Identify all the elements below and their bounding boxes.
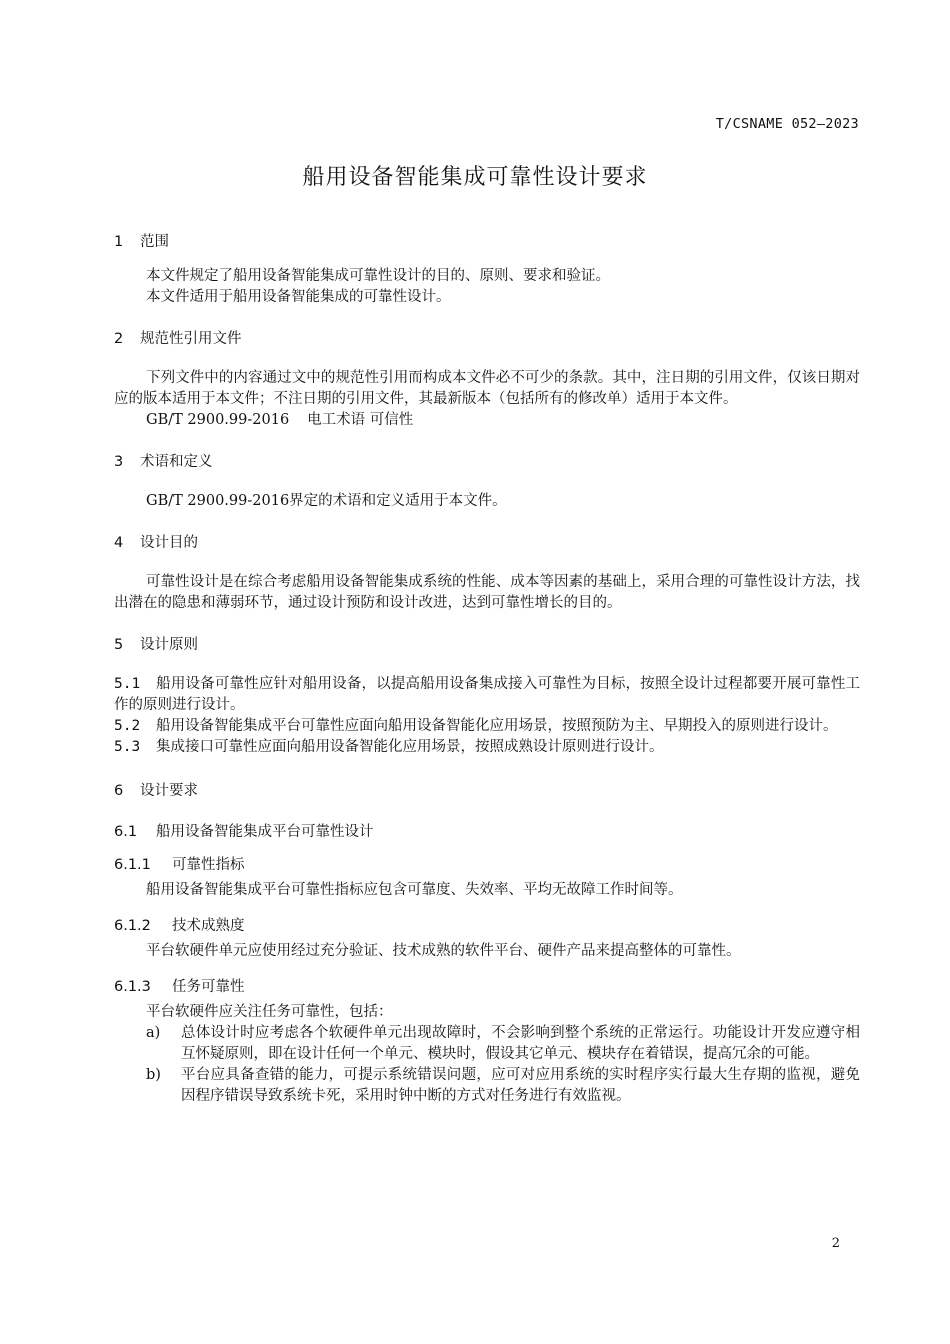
subsection-title: 船用设备智能集成平台可靠性设计 (156, 824, 374, 840)
section-title: 设计目的 (140, 535, 198, 551)
section-title: 术语和定义 (140, 454, 213, 470)
subsection-heading-6-1-3 (114, 972, 860, 1002)
paragraph: 本文件规定了船用设备智能集成可靠性设计的目的、原则、要求和验证。 (146, 268, 610, 284)
page-number: 2 (831, 1236, 840, 1251)
list-text: 平台应具备查错的能力，可提示系统错误问题，应可对应用系统的实时程序实行最大生存期的监视，避免因程序错误导致系统卡死，采用时钟中断的方式对任务进行有效监视。 (181, 1067, 860, 1104)
section-title: 设计原则 (140, 637, 198, 653)
paragraph: 本文件适用于船用设备智能集成的可靠性设计。 (146, 289, 451, 305)
document-body (114, 228, 860, 1107)
clause-text: 集成接口可靠性应面向船用设备智能化应用场景，按照成熟设计原则进行设计。 (156, 739, 664, 755)
subsection-number: 6.1 (114, 824, 138, 840)
section-heading-1 (114, 228, 860, 256)
clause-5-2 (114, 716, 860, 737)
paragraph: 可靠性设计是在综合考虑船用设备智能集成系统的性能、成本等因素的基础上，采用合理的可靠性设计方法，找出潜在的隐患和薄弱环节，通过设计预防和设计改进，达到可靠性增长的目的。 (114, 574, 860, 611)
clause-number: 5.1 (114, 676, 141, 692)
section-number: 1 (114, 234, 124, 250)
clause-5-3 (114, 737, 860, 758)
paragraph: 船用设备智能集成平台可靠性指标应包含可靠度、失效率、平均无故障工作时间等。 (146, 882, 683, 898)
section-heading-5 (114, 631, 860, 659)
section-heading-2 (114, 325, 860, 353)
paragraph: 平台软硬件单元应使用经过充分验证、技术成熟的软件平台、硬件产品来提高整体的可靠性。 (146, 943, 741, 959)
clause-number: 5.2 (114, 718, 141, 734)
subsection-heading-6-1 (114, 817, 860, 847)
section-heading-6 (114, 777, 860, 805)
subsection-title: 任务可靠性 (172, 979, 245, 995)
section-title: 设计要求 (140, 783, 198, 799)
list-text: 总体设计时应考虑各个软硬件单元出现故障时，不会影响到整个系统的正常运行。功能设计开发应遵守相互怀疑原则，即在设计任何一个单元、模块时，假设其它单元、模块存在着错误，提高冗余的可能。 (181, 1025, 860, 1062)
list-marker: a) (146, 1025, 161, 1041)
subsection-number: 6.1.2 (114, 918, 151, 934)
clause-text: 船用设备可靠性应针对船用设备，以提高船用设备集成接入可靠性为目标，按照全设计过程都要开展可靠性工作的原则进行设计。 (114, 676, 860, 713)
section-number: 2 (114, 331, 124, 347)
reference-code: GB/T 2900.99-2016 (146, 412, 290, 428)
list-item (114, 1023, 860, 1065)
section-heading-3 (114, 448, 860, 476)
subsection-heading-6-1-2 (114, 911, 860, 941)
section-number: 3 (114, 454, 124, 470)
section-title: 规范性引用文件 (140, 331, 242, 347)
paragraph: GB/T 2900.99-2016界定的术语和定义适用于本文件。 (146, 493, 507, 509)
list-item (114, 1065, 860, 1107)
subsection-title: 可靠性指标 (172, 857, 245, 873)
subsection-title: 技术成熟度 (172, 918, 245, 934)
section-heading-4 (114, 529, 860, 557)
clause-text: 船用设备智能集成平台可靠性应面向船用设备智能化应用场景，按照预防为主、早期投入的原则进行设计。 (156, 718, 838, 734)
subsection-number: 6.1.3 (114, 979, 151, 995)
normative-reference (114, 410, 860, 431)
clause-number: 5.3 (114, 739, 141, 755)
subsection-heading-6-1-1 (114, 850, 860, 880)
section-title: 范围 (140, 234, 169, 250)
clause-5-1 (114, 674, 860, 716)
paragraph: 平台软硬件应关注任务可靠性，包括： (146, 1004, 393, 1020)
list-marker: b) (146, 1067, 161, 1083)
reference-title: 电工术语 可信性 (307, 412, 414, 428)
section-number: 6 (114, 783, 124, 799)
document-title: 船用设备智能集成可靠性设计要求 (302, 165, 648, 190)
standard-number: T/CSNAME 052—2023 (715, 116, 859, 132)
section-number: 5 (114, 637, 124, 653)
subsection-number: 6.1.1 (114, 857, 151, 873)
section-number: 4 (114, 535, 124, 551)
paragraph: 下列文件中的内容通过文中的规范性引用而构成本文件必不可少的条款。其中，注日期的引用文件，仅该日期对应的版本适用于本文件；不注日期的引用文件，其最新版本（包括所有的修改单）适用于本文件。 (114, 370, 860, 407)
